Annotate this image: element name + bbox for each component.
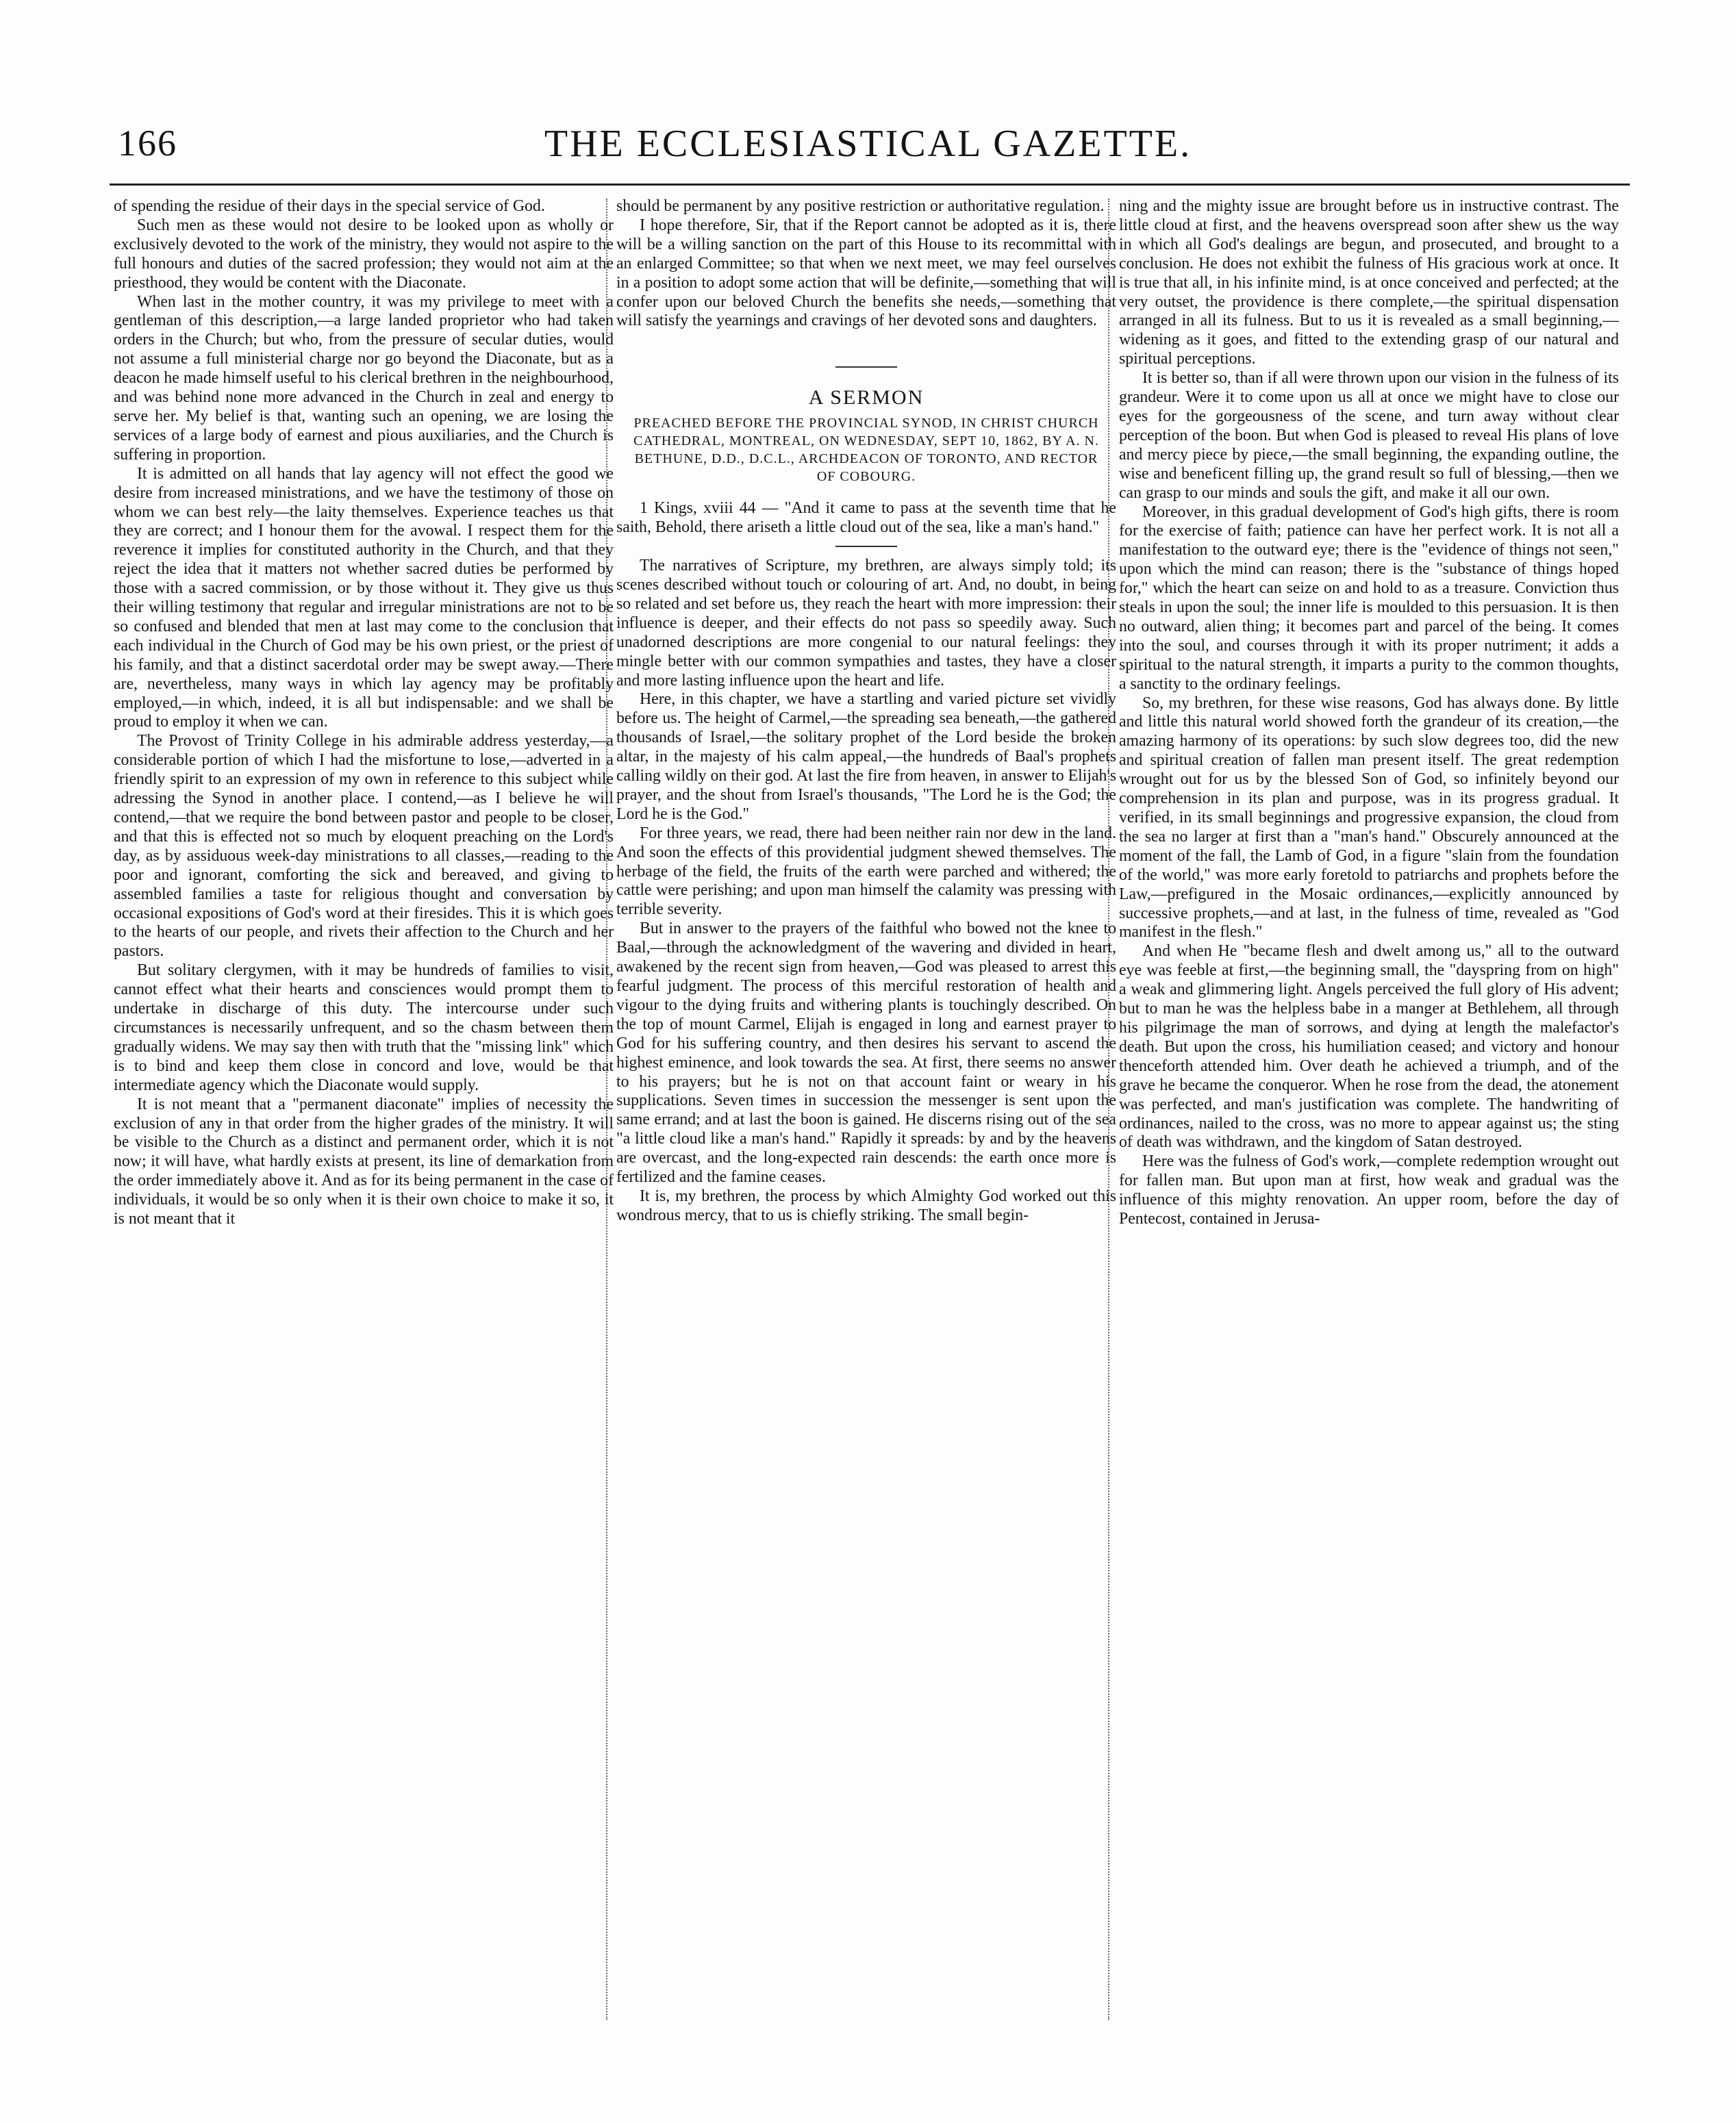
paragraph: But solitary clergymen, with it may be hundreds of families to visit, cannot effect what their hearts and consciences would prompt them to undertake in discharge of this duty. The intercourse under such circumstances is necessarily unfrequent, and so the chasm between them gradually widens. We may say then with truth that the "missing link" which is to bind and keep them close in concord and love, would be that intermediate agency which the Diaconate would supply. [114, 961, 614, 1094]
paragraph: It is not meant that a "permanent diaconate" implies of necessity the exclusion of any in that order from the higher grades of the ministry. It will be visible to the Church as a distinct and permanent order, which it is not now; it will have, what hardly exists at present, its line of demarkation from the order immediately above it. And as for its being permanent in the case of individuals, it would be so only when it is their own choice to make it so, it is not meant that it [114, 1095, 614, 1228]
paragraph: Moreover, in this gradual development of God's high gifts, there is room for the exercise of faith; patience can have her perfect work. It is not all a manifestation to the outward eye; there is the "evidence of things not seen," upon which the mind can reason; there is the "substance of things hoped for," which the heart can seize on and hold to as a treasure. Conviction thus steals in upon the soul; the inner life is moulded to this persuasion. It is then no outward, alien thing; it becomes part and parcel of the being. It comes into the soul, and courses through it with its proper nutriment; it adds a spiritual to the natural strength, it imparts a purity to the common thoughts, a sanctity to the ordinary feelings. [1119, 503, 1619, 693]
paragraph: Here, in this chapter, we have a startling and varied picture set vividly before us. The height of Carmel,—the spreading sea beneath,—the gathered thousands of Israel,—the solitary prophet of the Lord beside the broken altar, in the majesty of his calm appeal,—the hundreds of Baal's prophets calling wildly on their god. At last the fire from heaven, in answer to Elijah's prayer, and the shout from Israel's thousands, "The Lord he is the God; the Lord he is the God." [616, 690, 1116, 823]
paragraph: I hope therefore, Sir, that if the Report cannot be adopted as it is, there will be a willing sanction on the part of this House to its recommittal with an enlarged Committee; so that when we next meet, we may feel ourselves in a position to adopt some action that will be definite,—something that will confer upon our beloved Church the benefits she needs,—something that will satisfy the yearnings and cravings of her devoted sons and daughters. [616, 216, 1116, 330]
section-rule [835, 546, 897, 547]
paragraph: The narratives of Scripture, my brethren, are always simply told; its scenes described without touch or colouring of art. And, no doubt, in being so related and set before us, they reach the heart with more impression: their influence is deeper, and their effects do not pass so speedily away. Such unadorned descriptions are more congenial to our natural feelings: they mingle better with our common sympathies and tastes, they have a closer and more lasting influence upon the heart and life. [616, 557, 1116, 690]
paragraph: For three years, we read, there had been neither rain nor dew in the land. And soon the effects of this providential judgment shewed themselves. The herbage of the field, the fruits of the earth were parched and withered; the cattle were perishing; and upon man himself the calamity was pressing with terrible severity. [616, 824, 1116, 919]
sermon-subheading: PREACHED BEFORE THE PROVINCIAL SYNOD, IN CHRIST CHURCH CATHEDRAL, MONTREAL, ON WEDNESDAY, SEPT 10, 1862, BY A. N. BETHUNE, D.D., D.C.L., ARCHDEACON OF TORONTO, AND RECTOR OF COBOURG. [633, 416, 1099, 485]
section-rule [835, 366, 897, 368]
column-left [114, 197, 614, 2019]
paragraph: It is admitted on all hands that lay agency will not effect the good we desire from increased ministrations, and we have the testimony of those on whom we can best rely—the laity themselves. Experience teaches us that they are correct; and I honour them for the avowal. I respect them for the reverence it implies for constituted authority in the Church, and that they reject the idea that it matters not whether sacred duties be performed by those with a sacred commission, or by those without it. They give us thus their willing testimony that regular and irregular ministrations are not to be so confused and blended that men at last may come to the conclusion that each individual in the Church of God may be his own priest, or the priest of his family, and that a distinct sacerdotal order may be swept away.—There are, nevertheless, many ways in which lay agency may be profitably employed,—in which, indeed, it is all but indispensable: and we shall be proud to employ it when we can. [114, 464, 614, 731]
paragraph: But in answer to the prayers of the faithful who bowed not the knee to Baal,—through the acknowledgment of the wavering and divided in heart, awakened by the recent sign from heaven,—God was pleased to arrest this fearful judgment. The process of this merciful restoration of health and vigour to the dying fruits and withering plants is touchingly described. On the top of mount Carmel, Elijah is engaged in long and earnest prayer to God for his suffering country, and then desires his servant to ascend the highest eminence, and look towards the sea. At first, there seems no answer to his prayers; but he is not on that account faint or weary in his supplications. Seven times in succession the messenger is sent upon the same errand; and at last the boon is gained. He discerns rising out of the sea "a little cloud like a man's hand." Rapidly it spreads: by and by the heavens are overcast, and the long-expected rain descends: the earth once more is fertilized and the famine ceases. [616, 920, 1116, 1187]
paragraph: The Provost of Trinity College in his admirable address yesterday,—a considerable portion of which I had the misfortune to lose,—adverted in a friendly spirit to an expression of my own in reference to this subject while adressing the Synod in another place. I contend,—as I believe he will contend,—that we require the bond between pastor and people to be closer, and that this is effected not so much by eloquent preaching on the Lord's day, as by assiduous week-day ministrations to all classes,—reading to the poor and ignorant, comforting the sick and bereaved, and giving to assembled families a taste for religious thought and conversation by occasional expositions of God's word at their firesides. This it is which goes to the hearts of our people, and rivets their affection to the Church and her pastors. [114, 732, 614, 961]
paragraph: It is better so, than if all were thrown upon our vision in the fulness of its grandeur. Were it to come upon us all at once we might have to close our eyes for the gorgeousness of the scene, and turn away without clear perception of the boon. But when God is pleased to reveal His plans of love and mercy piece by piece,—the small beginning, the expanding outline, the wise and beneficent filling up, the grand result so full of blessing,—then we can grasp to our minds and souls the gift, and make it all our own. [1119, 369, 1619, 502]
paragraph: It is, my brethren, the process by which Almighty God worked out this wondrous mercy, that to us is chiefly striking. The small begin- [616, 1187, 1116, 1224]
paragraph: And when He "became flesh and dwelt among us," all to the outward eye was feeble at first,—the beginning small, the "dayspring from on high" a weak and glimmering light. Angels perceived the full glory of His advent; but to man he was the helpless babe in a manger at Bethlehem, all through his pilgrimage the man of sorrows, and dying at length the malefactor's death. But upon the cross, his humiliation ceased; and victory and honour thenceforth attended him. Over death he achieved a triumph, and of the grave he became the conqueror. When he rose from the dead, the atonement was perfected, and man's justification was complete. The handwriting of ordinances, nailed to the cross, was no more to appear against us; the sting of death was withdrawn, and the kingdom of Satan destroyed. [1119, 942, 1619, 1152]
header-rule [110, 184, 1630, 186]
paragraph: ning and the mighty issue are brought before us in instructive contrast. The little cloud at first, and the heavens overspread soon after shew us the way in which all God's dealings are begun, and prosecuted, and brought to a conclusion. He does not exhibit the fulness of His gracious work at once. It is true that all, in his infinite mind, is at once conceived and perfected; at the very outset, the providence is there complete,—the spiritual dispensation arranged in all its fulness. But to us it is revealed as a small beginning,—widening as it goes, and fitted to the extending grasp of our natural and spiritual perceptions. [1119, 197, 1619, 368]
column-right [1119, 197, 1619, 2019]
paragraph: Here was the fulness of God's work,—complete redemption wrought out for fallen man. But upon man at first, how weak and gradual was the influence of this mighty renovation. An upper room, before the day of Pentecost, contained in Jerusa- [1119, 1152, 1619, 1228]
paragraph: of spending the residue of their days in the special service of God. [114, 197, 545, 215]
paragraph: Such men as these would not desire to be looked upon as wholly or exclusively devoted to the work of the ministry, they would not aspire to the full honours and duties of the sacred profession; they would not aim at the priesthood, they would be content with the Diaconate. [114, 216, 614, 292]
paragraph: When last in the mother country, it was my privilege to meet with a gentleman of this description,—a large landed proprietor who had taken orders in the Church; but who, from the pressure of secular duties, would not assume a full ministerial charge nor go beyond the Diaconate, but as a deacon he made himself useful to his clerical brethren in the neighbourhood, and was behind none more advanced in the Church in zeal and energy to serve her. My belief is that, wanting such an opening, we are losing the services of a large body of earnest and pious auxiliaries, and the Church is suffering in proportion. [114, 292, 614, 464]
scripture-text: 1 Kings, xviii 44 — "And it came to pass at the seventh time that he saith, Behold, there ariseth a little cloud out of the sea, like a man's hand." [616, 499, 1116, 537]
sermon-heading: A SERMON [808, 386, 924, 409]
running-head: THE ECCLESIASTICAL GAZETTE. [544, 123, 1192, 165]
column-middle [616, 197, 1116, 2019]
paragraph: should be permanent by any positive restriction or authoritative regulation. [616, 197, 1105, 215]
paragraph: So, my brethren, for these wise reasons, God has always done. By little and little this natural world showed forth the grandeur of its creation,—the amazing harmony of its operations: by such slow degrees too, did the new and spiritual creation of fallen man present itself. The great redemption wrought out for us by the blessed Son of God, so infinitely beyond our comprehension in its plan and purpose, was in its progress gradual. It verified, in its small beginnings and progressive expansion, the cloud from the sea no larger at first than a "man's hand." Obscurely announced at the moment of the fall, the Lamb of God, in a figure "slain from the foundation of the world," was more early foretold to patriarchs and prophets before the Law,—prefigured in the Mosaic ordinances,—explicitly announced by successive prophets,—and at last, in the fulness of time, revealed as "God manifest in the flesh." [1119, 694, 1619, 941]
page-number: 166 [118, 123, 177, 164]
